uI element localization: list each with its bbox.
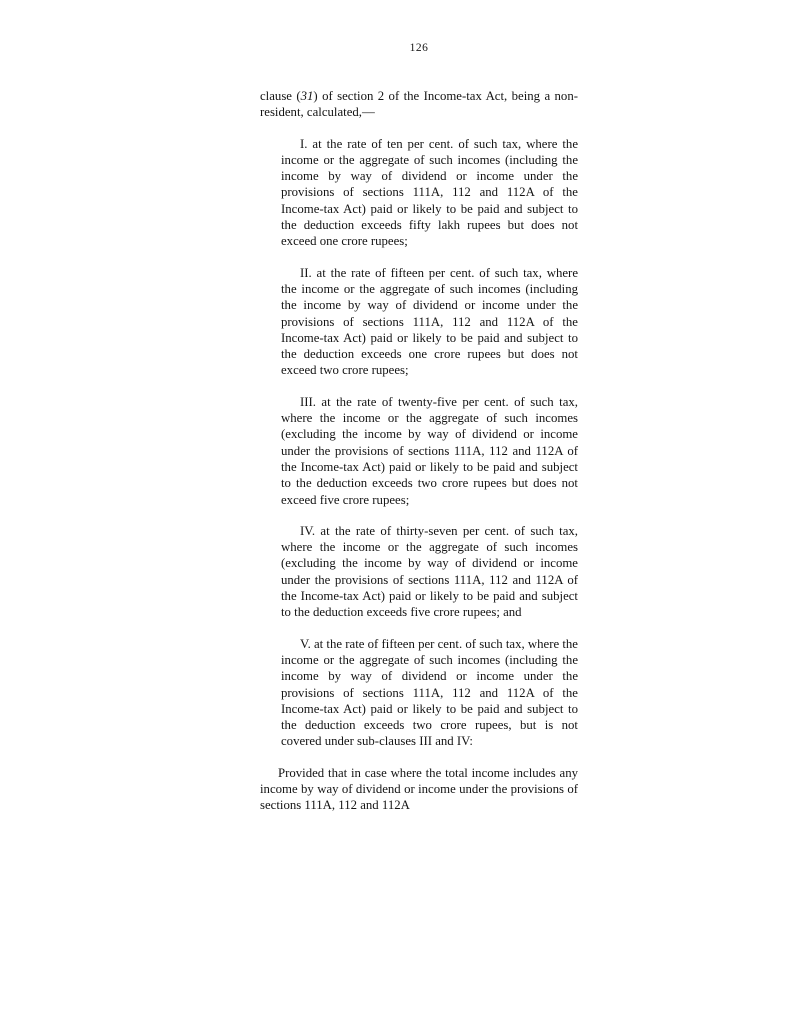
sub-clause-iv: IV. at the rate of thirty-seven per cent. of such tax, where the income or the aggregate of such incomes (excluding the income by way of dividend or income under the provisions of sections 111A, 112 and 112A of the Income-tax Act) paid or likely to be paid and subject to the deduction exceeds five crore rupees; and [281,523,578,620]
sub-clause-ii: II. at the rate of fifteen per cent. of such tax, where the income or the aggregate of such incomes (including the income by way of dividend or income under the provisions of sections 111A, 112 and 112A of the Income-tax Act) paid or likely to be paid and subject to the deduction exceeds one crore rupees but does not exceed two crore rupees; [281,265,578,378]
proviso-paragraph: Provided that in case where the total income includes any income by way of dividend or income under the provisions of sections 111A, 112 and 112A [260,765,578,813]
sub-clause-i: I. at the rate of ten per cent. of such tax, where the income or the aggregate of such incomes (including the income by way of dividend or income under the provisions of sections 111A, 112 and 112A of the Income-tax Act) paid or likely to be paid and subject to the deduction exceeds fifty lakh rupees but does not exceed one crore rupees; [281,136,578,249]
intro-text-post: ) of section 2 of the Income-tax Act, being a non-resident, calculated,— [260,89,578,120]
page-content [260,88,578,814]
sub-clause-iii: III. at the rate of twenty-five per cent. of such tax, where the income or the aggregate of such incomes (excluding the income by way of dividend or income under the provisions of sections 111A, 112 and 112A of the Income-tax Act) paid or likely to be paid and subject to the deduction exceeds two crore rupees but does not exceed five crore rupees; [281,394,578,507]
sub-clause-v: V. at the rate of fifteen per cent. of such tax, where the income or the aggregate of such incomes (including the income by way of dividend or income under the provisions of sections 111A, 112 and 112A of the Income-tax Act) paid or likely to be paid and subject to the deduction exceeds two crore rupees, but is not covered under sub-clauses III and IV: [281,636,578,749]
intro-clause-number: 31 [300,89,314,103]
intro-text-pre: clause ( [260,89,301,103]
page-number: 126 [409,42,429,54]
intro-paragraph [260,88,578,121]
